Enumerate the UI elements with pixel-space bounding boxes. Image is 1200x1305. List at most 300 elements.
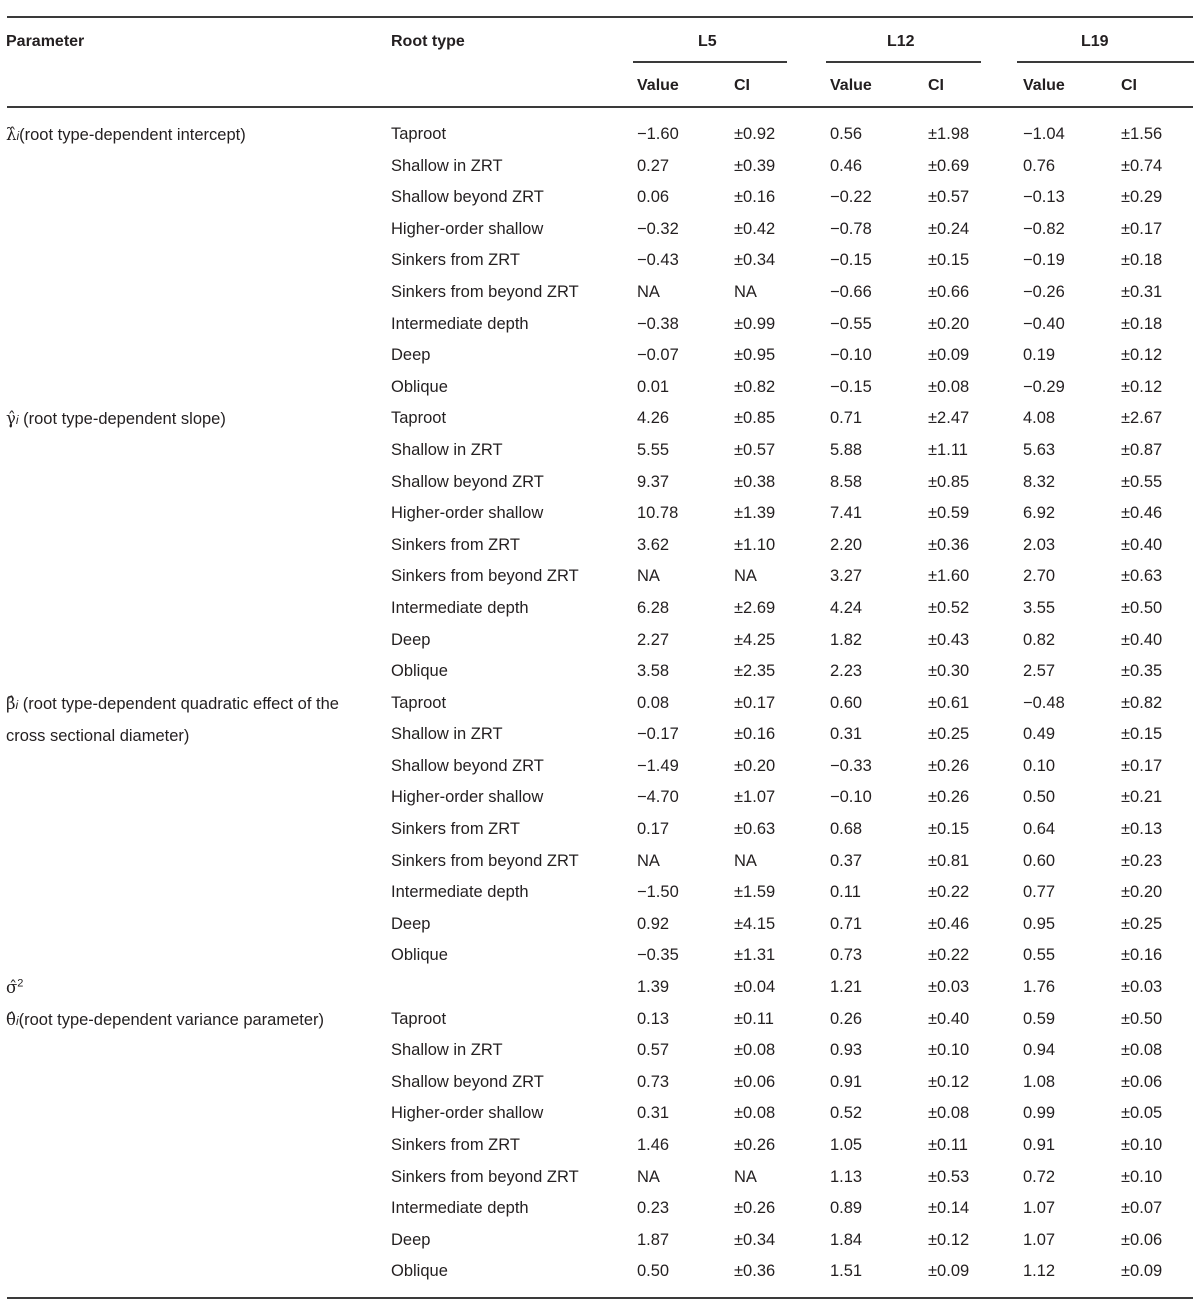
l12-ci-cell: ±0.85 bbox=[928, 472, 970, 491]
l12-ci-cell: ±0.59 bbox=[928, 504, 970, 523]
l12-ci-cell: ±0.11 bbox=[928, 1136, 968, 1154]
l19-value-cell: −0.26 bbox=[1023, 282, 1065, 301]
l19-ci-cell: ±0.10 bbox=[1121, 1167, 1163, 1186]
l5-value-cell: NA bbox=[637, 282, 660, 301]
table-row bbox=[0, 340, 1200, 372]
l5-ci-cell: ±0.16 bbox=[734, 188, 776, 207]
l12-ci-cell: ±0.66 bbox=[928, 282, 970, 301]
l19-ci-cell: ±0.08 bbox=[1121, 1041, 1163, 1060]
l5-ci-cell: ±0.08 bbox=[734, 1104, 776, 1123]
l5-ci-cell: ±0.17 bbox=[734, 693, 776, 712]
l12-ci-cell: ±0.08 bbox=[928, 1104, 970, 1123]
root-type-cell: Oblique bbox=[391, 1262, 448, 1281]
table-row bbox=[0, 814, 1200, 846]
table-row bbox=[0, 467, 1200, 499]
root-type-cell: Deep bbox=[391, 914, 431, 933]
table-row bbox=[0, 719, 1200, 751]
l19-ci-cell: ±0.63 bbox=[1121, 567, 1163, 586]
subheader-value-l5: Value bbox=[637, 77, 679, 94]
l12-ci-cell: ±0.22 bbox=[928, 946, 970, 965]
l5-ci-cell: ±0.42 bbox=[734, 219, 776, 238]
table-row bbox=[0, 656, 1200, 688]
l19-value-cell: 2.57 bbox=[1023, 662, 1056, 681]
l12-ci-cell: ±1.60 bbox=[928, 567, 970, 586]
parameter-description: (root type-dependent quadratic effect of the cross sectional diameter) bbox=[6, 694, 339, 746]
l5-value-cell: 1.87 bbox=[637, 1230, 670, 1249]
l12-value-cell: 0.91 bbox=[830, 1072, 863, 1091]
l19-value-cell: 1.12 bbox=[1023, 1262, 1056, 1281]
l19-ci-cell: ±0.10 bbox=[1121, 1136, 1163, 1154]
l5-value-cell: −0.32 bbox=[637, 219, 679, 238]
l19-ci-cell: ±0.18 bbox=[1121, 251, 1163, 270]
l5-ci-cell: ±1.39 bbox=[734, 504, 776, 523]
l12-ci-cell: ±0.14 bbox=[928, 1199, 970, 1218]
l19-ci-cell: ±0.40 bbox=[1121, 535, 1163, 554]
l19-ci-cell: ±0.40 bbox=[1121, 630, 1163, 649]
header-group-l5: L5 bbox=[698, 33, 717, 50]
l12-value-cell: −0.10 bbox=[830, 346, 872, 365]
l12-value-cell: 0.26 bbox=[830, 1009, 863, 1028]
l19-value-cell: 8.32 bbox=[1023, 472, 1056, 491]
l5-ci-cell: ±0.08 bbox=[734, 1041, 776, 1060]
l5-ci-cell: ±0.92 bbox=[734, 125, 776, 143]
l19-value-cell: 1.08 bbox=[1023, 1072, 1056, 1091]
l5-value-cell: 0.57 bbox=[637, 1041, 670, 1060]
l19-value-cell: 5.63 bbox=[1023, 440, 1056, 459]
table-row bbox=[0, 530, 1200, 562]
table-row bbox=[0, 1035, 1200, 1067]
l5-ci-cell: ±4.15 bbox=[734, 914, 776, 933]
parameter-symbol: θ̂ bbox=[6, 1009, 16, 1029]
table-row bbox=[0, 782, 1200, 814]
l5-ci-cell: ±1.10 bbox=[734, 535, 776, 554]
l12-value-cell: −0.15 bbox=[830, 251, 872, 270]
l19-ci-cell: ±0.18 bbox=[1121, 314, 1163, 333]
l12-value-cell: 1.51 bbox=[830, 1262, 863, 1281]
l5-value-cell: −0.43 bbox=[637, 251, 679, 270]
group-underline-l5 bbox=[633, 61, 787, 63]
l12-value-cell: 3.27 bbox=[830, 567, 863, 586]
l5-value-cell: 0.92 bbox=[637, 914, 670, 933]
root-type-cell: Shallow beyond ZRT bbox=[391, 188, 544, 207]
l12-value-cell: 1.82 bbox=[830, 630, 863, 649]
l12-ci-cell: ±0.25 bbox=[928, 725, 970, 744]
l19-value-cell: 2.70 bbox=[1023, 567, 1056, 586]
table-row bbox=[0, 277, 1200, 309]
root-type-cell: Oblique bbox=[391, 946, 448, 965]
parameter-symbol: λ̂ bbox=[6, 125, 17, 144]
table-row bbox=[0, 1098, 1200, 1130]
table-top-rule bbox=[7, 16, 1193, 18]
l19-ci-cell: ±0.17 bbox=[1121, 756, 1163, 775]
l19-value-cell: −0.40 bbox=[1023, 314, 1065, 333]
l5-value-cell: NA bbox=[637, 851, 660, 870]
l5-value-cell: 10.78 bbox=[637, 504, 679, 523]
parameter-cell bbox=[6, 119, 376, 153]
root-type-cell: Sinkers from beyond ZRT bbox=[391, 851, 579, 870]
l12-value-cell: 2.23 bbox=[830, 662, 863, 681]
root-type-cell: Sinkers from ZRT bbox=[391, 820, 520, 839]
l5-ci-cell: ±0.57 bbox=[734, 440, 776, 459]
l12-value-cell: −0.55 bbox=[830, 314, 872, 333]
l5-value-cell: 0.13 bbox=[637, 1009, 670, 1028]
root-type-cell: Sinkers from ZRT bbox=[391, 1136, 520, 1154]
l5-ci-cell: ±0.26 bbox=[734, 1136, 776, 1154]
l19-ci-cell: ±0.16 bbox=[1121, 946, 1163, 965]
l19-ci-cell: ±0.21 bbox=[1121, 788, 1163, 807]
l19-ci-cell: ±0.20 bbox=[1121, 883, 1163, 902]
l5-ci-cell: ±0.95 bbox=[734, 346, 776, 365]
l5-ci-cell: ±1.31 bbox=[734, 946, 776, 965]
table-row bbox=[0, 940, 1200, 972]
l12-value-cell: 1.84 bbox=[830, 1230, 863, 1249]
table-row bbox=[0, 309, 1200, 341]
l19-ci-cell: ±0.03 bbox=[1121, 978, 1163, 997]
l19-ci-cell: ±0.06 bbox=[1121, 1230, 1163, 1249]
l19-value-cell: 1.07 bbox=[1023, 1199, 1056, 1218]
l12-ci-cell: ±0.61 bbox=[928, 693, 970, 712]
l19-value-cell: 0.91 bbox=[1023, 1136, 1056, 1154]
l19-ci-cell: ±0.23 bbox=[1121, 851, 1163, 870]
l19-value-cell: −0.29 bbox=[1023, 377, 1065, 396]
l5-ci-cell: ±0.16 bbox=[734, 725, 776, 744]
l5-value-cell: 6.28 bbox=[637, 598, 670, 617]
table-row bbox=[0, 1004, 1200, 1036]
l5-value-cell: −0.38 bbox=[637, 314, 679, 333]
table-row bbox=[0, 972, 1200, 1004]
l5-ci-cell: ±0.38 bbox=[734, 472, 776, 491]
header-group-l19: L19 bbox=[1081, 33, 1109, 50]
l12-value-cell: 0.93 bbox=[830, 1041, 863, 1060]
l5-value-cell: 1.46 bbox=[637, 1136, 670, 1154]
l12-value-cell: 1.05 bbox=[830, 1136, 863, 1154]
l19-value-cell: −0.13 bbox=[1023, 188, 1065, 207]
l5-ci-cell: ±0.34 bbox=[734, 251, 776, 270]
table-row bbox=[0, 119, 1200, 151]
l19-ci-cell: ±0.50 bbox=[1121, 1009, 1163, 1028]
root-type-cell: Deep bbox=[391, 1230, 431, 1249]
l19-ci-cell: ±0.35 bbox=[1121, 662, 1163, 681]
root-type-cell: Deep bbox=[391, 346, 431, 365]
l5-value-cell: −0.07 bbox=[637, 346, 679, 365]
l5-value-cell: 5.55 bbox=[637, 440, 670, 459]
l19-ci-cell: ±0.17 bbox=[1121, 219, 1163, 238]
l5-ci-cell: ±0.82 bbox=[734, 377, 776, 396]
l12-value-cell: −0.33 bbox=[830, 756, 872, 775]
l5-ci-cell: ±0.39 bbox=[734, 156, 776, 175]
l12-value-cell: −0.66 bbox=[830, 282, 872, 301]
l19-ci-cell: ±0.13 bbox=[1121, 820, 1163, 839]
l5-ci-cell: ±0.26 bbox=[734, 1199, 776, 1218]
l5-value-cell: 0.27 bbox=[637, 156, 670, 175]
l5-value-cell: NA bbox=[637, 1167, 660, 1186]
parameter-cell bbox=[6, 972, 376, 1005]
l5-ci-cell: ±0.34 bbox=[734, 1230, 776, 1249]
parameter-description: (root type-dependent intercept) bbox=[19, 126, 246, 144]
l5-value-cell: 0.23 bbox=[637, 1199, 670, 1218]
l5-value-cell: 1.39 bbox=[637, 978, 670, 997]
l19-value-cell: 0.99 bbox=[1023, 1104, 1056, 1123]
l5-ci-cell: ±1.07 bbox=[734, 788, 776, 807]
l19-ci-cell: ±0.55 bbox=[1121, 472, 1163, 491]
l12-ci-cell: ±0.10 bbox=[928, 1041, 970, 1060]
l19-value-cell: 0.64 bbox=[1023, 820, 1056, 839]
l12-value-cell: 1.13 bbox=[830, 1167, 863, 1186]
l5-value-cell: 9.37 bbox=[637, 472, 670, 491]
l12-ci-cell: ±0.30 bbox=[928, 662, 970, 681]
l12-ci-cell: ±0.20 bbox=[928, 314, 970, 333]
l5-value-cell: 3.62 bbox=[637, 535, 670, 554]
l5-value-cell: 0.73 bbox=[637, 1072, 670, 1091]
l19-value-cell: 0.60 bbox=[1023, 851, 1056, 870]
l12-value-cell: 0.31 bbox=[830, 725, 863, 744]
table-row bbox=[0, 182, 1200, 214]
l12-ci-cell: ±0.15 bbox=[928, 251, 970, 270]
root-type-cell: Shallow beyond ZRT bbox=[391, 472, 544, 491]
table-row bbox=[0, 1162, 1200, 1194]
parameter-subscript: i bbox=[15, 697, 19, 712]
l5-ci-cell: NA bbox=[734, 282, 757, 301]
parameter-symbol: σ̂ bbox=[6, 978, 18, 998]
root-type-cell: Oblique bbox=[391, 662, 448, 681]
subheader-ci-l12: CI bbox=[928, 77, 944, 94]
l12-value-cell: 0.37 bbox=[830, 851, 863, 870]
l5-ci-cell: ±0.20 bbox=[734, 756, 776, 775]
table-row bbox=[0, 877, 1200, 909]
l19-value-cell: 0.49 bbox=[1023, 725, 1056, 744]
table-bottom-rule bbox=[7, 1297, 1193, 1299]
root-type-cell: Shallow in ZRT bbox=[391, 440, 503, 459]
l5-value-cell: 0.31 bbox=[637, 1104, 670, 1123]
header-root-type: Root type bbox=[391, 33, 465, 50]
root-type-cell: Higher-order shallow bbox=[391, 504, 544, 523]
l5-ci-cell: ±0.99 bbox=[734, 314, 776, 333]
root-type-cell: Oblique bbox=[391, 377, 448, 396]
l5-value-cell: −1.50 bbox=[637, 883, 679, 902]
l12-ci-cell: ±1.98 bbox=[928, 125, 970, 143]
l5-value-cell: 0.08 bbox=[637, 693, 670, 712]
l5-value-cell: 0.17 bbox=[637, 820, 670, 839]
l19-ci-cell: ±0.29 bbox=[1121, 188, 1163, 207]
l12-value-cell: −0.10 bbox=[830, 788, 872, 807]
l19-value-cell: 0.50 bbox=[1023, 788, 1056, 807]
l5-ci-cell: NA bbox=[734, 1167, 757, 1186]
root-type-cell: Intermediate depth bbox=[391, 598, 529, 617]
root-type-cell: Shallow in ZRT bbox=[391, 1041, 503, 1060]
l19-value-cell: 6.92 bbox=[1023, 504, 1056, 523]
table-row bbox=[0, 909, 1200, 941]
l19-value-cell: 0.76 bbox=[1023, 156, 1056, 175]
table-row bbox=[0, 1067, 1200, 1099]
l12-value-cell: 0.52 bbox=[830, 1104, 863, 1123]
l12-ci-cell: ±0.09 bbox=[928, 346, 970, 365]
l12-ci-cell: ±0.24 bbox=[928, 219, 970, 238]
header-parameter: Parameter bbox=[6, 33, 85, 50]
l12-value-cell: −0.15 bbox=[830, 377, 872, 396]
l19-ci-cell: ±0.50 bbox=[1121, 598, 1163, 617]
l12-ci-cell: ±1.11 bbox=[928, 440, 968, 459]
parameter-superscript: 2 bbox=[17, 977, 24, 990]
parameter-subscript: i bbox=[16, 129, 20, 143]
table-row bbox=[0, 1193, 1200, 1225]
table-row bbox=[0, 372, 1200, 404]
l5-ci-cell: ±4.25 bbox=[734, 630, 776, 649]
root-type-cell: Intermediate depth bbox=[391, 314, 529, 333]
table-row bbox=[0, 435, 1200, 467]
l12-value-cell: 5.88 bbox=[830, 440, 863, 459]
l5-ci-cell: ±2.69 bbox=[734, 598, 776, 617]
l12-ci-cell: ±0.03 bbox=[928, 978, 970, 997]
l12-ci-cell: ±0.81 bbox=[928, 851, 970, 870]
l19-value-cell: 0.59 bbox=[1023, 1009, 1056, 1028]
table-row bbox=[0, 751, 1200, 783]
header-rule bbox=[7, 106, 1193, 108]
root-type-cell: Taproot bbox=[391, 409, 447, 428]
l12-ci-cell: ±0.57 bbox=[928, 188, 970, 207]
l12-ci-cell: ±0.15 bbox=[928, 820, 970, 839]
l12-ci-cell: ±0.26 bbox=[928, 788, 970, 807]
l12-ci-cell: ±0.52 bbox=[928, 598, 970, 617]
l19-ci-cell: ±0.46 bbox=[1121, 504, 1163, 523]
l19-value-cell: −0.48 bbox=[1023, 693, 1065, 712]
parameter-description: (root type-dependent slope) bbox=[18, 410, 226, 429]
l5-ci-cell: ±0.04 bbox=[734, 978, 776, 997]
l19-ci-cell: ±2.67 bbox=[1121, 409, 1163, 428]
l12-value-cell: 0.73 bbox=[830, 946, 863, 965]
l19-value-cell: −1.04 bbox=[1023, 125, 1065, 143]
l19-value-cell: 0.19 bbox=[1023, 346, 1056, 365]
l12-value-cell: 7.41 bbox=[830, 504, 863, 523]
l19-ci-cell: ±0.74 bbox=[1121, 156, 1163, 175]
parameter-cell bbox=[6, 1004, 376, 1038]
l5-ci-cell: ±1.59 bbox=[734, 883, 776, 902]
l5-value-cell: 0.06 bbox=[637, 188, 670, 207]
root-type-cell: Sinkers from beyond ZRT bbox=[391, 282, 579, 301]
table-row bbox=[0, 151, 1200, 183]
l12-ci-cell: ±2.47 bbox=[928, 409, 970, 428]
l19-ci-cell: ±0.31 bbox=[1121, 282, 1163, 301]
subheader-ci-l19: CI bbox=[1121, 77, 1137, 94]
table-row bbox=[0, 593, 1200, 625]
root-type-cell: Deep bbox=[391, 630, 431, 649]
l5-value-cell: 2.27 bbox=[637, 630, 670, 649]
parameter-symbol: β̂ bbox=[6, 693, 16, 713]
l19-value-cell: 0.77 bbox=[1023, 883, 1056, 902]
l19-ci-cell: ±0.05 bbox=[1121, 1104, 1163, 1123]
root-type-cell: Shallow in ZRT bbox=[391, 725, 503, 744]
l5-value-cell: −1.49 bbox=[637, 756, 679, 775]
root-type-cell: Sinkers from beyond ZRT bbox=[391, 1167, 579, 1186]
l5-value-cell: −4.70 bbox=[637, 788, 679, 807]
l19-value-cell: −0.82 bbox=[1023, 219, 1065, 238]
l5-value-cell: NA bbox=[637, 567, 660, 586]
root-type-cell: Higher-order shallow bbox=[391, 1104, 544, 1123]
l19-value-cell: 3.55 bbox=[1023, 598, 1056, 617]
l19-ci-cell: ±0.87 bbox=[1121, 440, 1163, 459]
root-type-cell: Higher-order shallow bbox=[391, 788, 544, 807]
l12-ci-cell: ±0.09 bbox=[928, 1262, 970, 1281]
l5-ci-cell: ±0.11 bbox=[734, 1009, 774, 1028]
group-underline-l12 bbox=[826, 61, 981, 63]
root-type-cell: Shallow in ZRT bbox=[391, 156, 503, 175]
l19-ci-cell: ±0.15 bbox=[1121, 725, 1163, 744]
group-underline-l19 bbox=[1017, 61, 1194, 63]
l12-value-cell: 0.46 bbox=[830, 156, 863, 175]
l12-value-cell: 0.68 bbox=[830, 820, 863, 839]
table-row bbox=[0, 214, 1200, 246]
l12-value-cell: 0.56 bbox=[830, 125, 863, 143]
l5-ci-cell: ±0.36 bbox=[734, 1262, 776, 1281]
subheader-value-l19: Value bbox=[1023, 77, 1065, 94]
l12-ci-cell: ±0.46 bbox=[928, 914, 970, 933]
l5-value-cell: 0.50 bbox=[637, 1262, 670, 1281]
table-row bbox=[0, 1225, 1200, 1257]
parameter-subscript: i bbox=[15, 413, 19, 428]
parameter-symbol: γ̂ bbox=[6, 409, 16, 429]
table-row bbox=[0, 498, 1200, 530]
l5-ci-cell: ±0.63 bbox=[734, 820, 776, 839]
l12-value-cell: 0.89 bbox=[830, 1199, 863, 1218]
table-row bbox=[0, 1256, 1200, 1288]
l12-ci-cell: ±0.43 bbox=[928, 630, 970, 649]
root-type-cell: Taproot bbox=[391, 1009, 447, 1028]
l12-value-cell: 0.71 bbox=[830, 409, 863, 428]
l5-value-cell: −0.35 bbox=[637, 946, 679, 965]
root-type-cell: Sinkers from ZRT bbox=[391, 251, 520, 270]
l19-value-cell: 2.03 bbox=[1023, 535, 1056, 554]
root-type-cell: Higher-order shallow bbox=[391, 219, 544, 238]
l19-value-cell: 1.76 bbox=[1023, 978, 1056, 997]
l19-value-cell: 0.72 bbox=[1023, 1167, 1056, 1186]
subheader-ci-l5: CI bbox=[734, 77, 750, 94]
parameter-cell bbox=[6, 403, 376, 437]
l5-ci-cell: ±0.85 bbox=[734, 409, 776, 428]
root-type-cell: Sinkers from ZRT bbox=[391, 535, 520, 554]
l12-ci-cell: ±0.36 bbox=[928, 535, 970, 554]
l19-value-cell: 0.82 bbox=[1023, 630, 1056, 649]
l19-ci-cell: ±1.56 bbox=[1121, 125, 1163, 143]
l12-ci-cell: ±0.22 bbox=[928, 883, 970, 902]
l12-ci-cell: ±0.08 bbox=[928, 377, 970, 396]
l5-ci-cell: NA bbox=[734, 567, 757, 586]
l5-ci-cell: NA bbox=[734, 851, 757, 870]
l12-value-cell: 4.24 bbox=[830, 598, 863, 617]
table-row bbox=[0, 1130, 1200, 1162]
l12-ci-cell: ±0.26 bbox=[928, 756, 970, 775]
l19-ci-cell: ±0.09 bbox=[1121, 1262, 1163, 1281]
l19-ci-cell: ±0.12 bbox=[1121, 346, 1163, 365]
l19-value-cell: 1.07 bbox=[1023, 1230, 1056, 1249]
l12-value-cell: −0.22 bbox=[830, 188, 872, 207]
l5-ci-cell: ±0.06 bbox=[734, 1072, 776, 1091]
l12-value-cell: −0.78 bbox=[830, 219, 872, 238]
l12-ci-cell: ±0.40 bbox=[928, 1009, 970, 1028]
l12-ci-cell: ±0.12 bbox=[928, 1230, 970, 1249]
l5-value-cell: 4.26 bbox=[637, 409, 670, 428]
l12-value-cell: 8.58 bbox=[830, 472, 863, 491]
l12-ci-cell: ±0.69 bbox=[928, 156, 970, 175]
l5-value-cell: 0.01 bbox=[637, 377, 670, 396]
table-row bbox=[0, 625, 1200, 657]
table-body bbox=[0, 119, 1200, 1288]
l19-ci-cell: ±0.06 bbox=[1121, 1072, 1163, 1091]
l19-value-cell: 0.95 bbox=[1023, 914, 1056, 933]
l12-value-cell: 0.11 bbox=[830, 883, 861, 902]
root-type-cell: Intermediate depth bbox=[391, 1199, 529, 1218]
root-type-cell: Shallow beyond ZRT bbox=[391, 756, 544, 775]
root-type-cell: Sinkers from beyond ZRT bbox=[391, 567, 579, 586]
l19-ci-cell: ±0.12 bbox=[1121, 377, 1163, 396]
